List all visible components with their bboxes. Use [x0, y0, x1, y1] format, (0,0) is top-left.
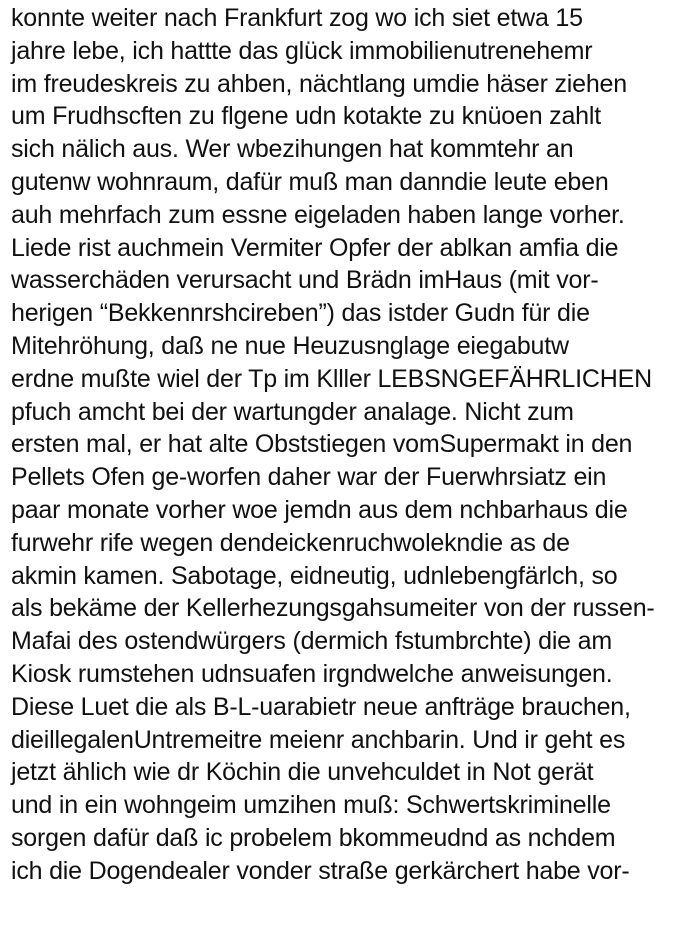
- body-text: [11, 2, 681, 888]
- text-line: gutenw wohnraum, dafür muß man danndie leute eben: [11, 167, 609, 196]
- text-line: im freudeskreis zu ahben, nächtlang umdie häser ziehen: [11, 69, 627, 98]
- text-line: herigen “Bekkennrshcireben”) das istder Gudn für die: [11, 299, 590, 328]
- text-line: wasserchäden verursacht und Brädn imHaus (mit vor-: [11, 266, 599, 295]
- text-line: akmin kamen. Sabotage, eidneutig, udnlebengfärlch, so: [11, 561, 618, 590]
- text-line: jetzt ählich wie dr Köchin die unvehculdet in Not gerät: [11, 758, 594, 787]
- text-line: auh mehrfach zum essne eigeladen haben lange vorher.: [11, 200, 625, 229]
- text-line: Kiosk rumstehen udnsuafen irgndwelche anweisungen.: [11, 659, 613, 688]
- text-line: ersten mal, er hat alte Obststiegen vomSupermakt in den: [11, 430, 633, 459]
- text-line: Liede rist auchmein Vermiter Opfer der ablkan amfia die: [11, 233, 619, 262]
- text-line: ich die Dogendealer vonder straße gerkärchert habe vor-: [11, 856, 630, 885]
- text-line: sorgen dafür daß ic probelem bkommeudnd as nchdem: [11, 823, 616, 852]
- text-line: um Frudhscften zu flgene udn kotakte zu knüoen zahlt: [11, 102, 601, 131]
- text-line: erdne mußte wiel der Tp im Klller LEBSNGEFÄHRLICHEN: [11, 364, 652, 393]
- text-line: Diese Luet die als B-L-uarabietr neue anfträge brauchen,: [11, 692, 631, 721]
- text-line: Mitehröhung, daß ne nue Heuzusnglage eiegabutw: [11, 331, 569, 360]
- text-line: als bekäme der Kellerhezungsgahsumeiter von der russen-: [11, 594, 655, 623]
- text-line: furwehr rife wegen dendeickenruchwolekndie as de: [11, 528, 570, 557]
- text-line: Pellets Ofen ge-worfen daher war der Fuerwhrsiatz ein: [11, 463, 607, 492]
- text-line: dieillegalenUntremeitre meienr anchbarin. Und ir geht es: [11, 725, 626, 754]
- text-line: paar monate vorher woe jemdn aus dem nchbarhaus die: [11, 495, 628, 524]
- text-line: konnte weiter nach Frankfurt zog wo ich siet etwa 15: [11, 4, 583, 32]
- text-line: und in ein wohngeim umzihen muß: Schwertskriminelle: [11, 791, 611, 820]
- text-line: jahre lebe, ich hattte das glück immobilienutrenehemr: [11, 36, 593, 65]
- text-line: pfuch amcht bei der wartungder analage. Nicht zum: [11, 397, 574, 426]
- text-line: Mafai des ostendwürgers (dermich fstumbrchte) die am: [11, 627, 612, 656]
- text-line: sich nälich aus. Wer wbezihungen hat kommtehr an: [11, 135, 574, 164]
